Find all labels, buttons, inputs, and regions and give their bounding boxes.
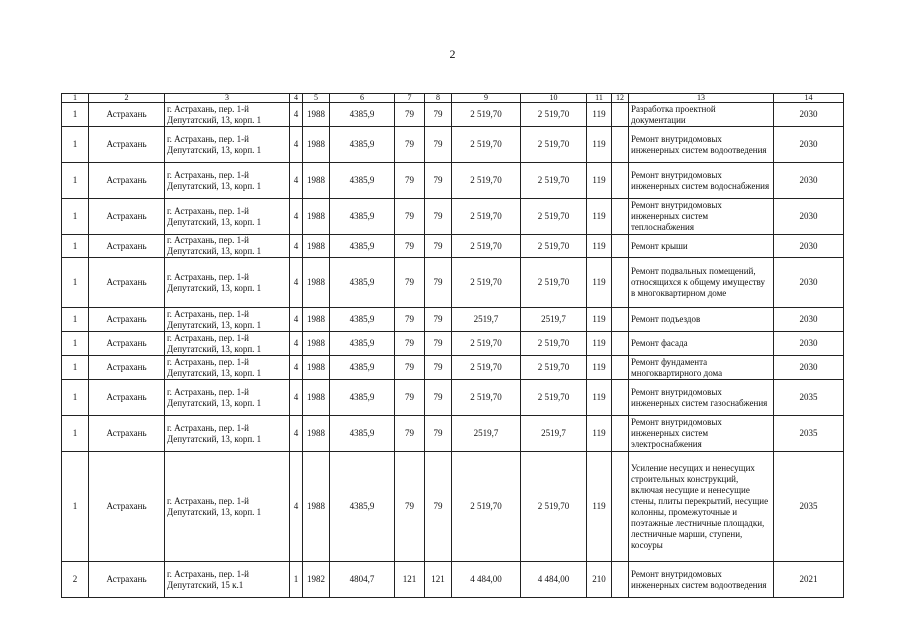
column-number: 3 bbox=[165, 94, 290, 103]
area-cell: 4385,9 bbox=[330, 103, 395, 127]
plan-year-cell: 2030 bbox=[774, 356, 844, 380]
residents-cell: 79 bbox=[395, 163, 425, 199]
year-cell: 1988 bbox=[303, 235, 330, 258]
year-cell: 1988 bbox=[303, 332, 330, 356]
table-row bbox=[62, 380, 844, 416]
area-cell: 4804,7 bbox=[330, 562, 395, 598]
floors-cell: 4 bbox=[290, 199, 303, 235]
row-number: 1 bbox=[62, 127, 89, 163]
area-cell: 4385,9 bbox=[330, 452, 395, 562]
plan-year-cell: 2030 bbox=[774, 235, 844, 258]
page-number: 2 bbox=[449, 47, 456, 61]
table-row bbox=[62, 235, 844, 258]
count-cell: 119 bbox=[587, 258, 612, 308]
city-cell: Астрахань bbox=[89, 356, 165, 380]
address-cell: г. Астрахань, пер. 1-й Депутатский, 13, корп. 1 bbox=[165, 380, 290, 416]
area-cell: 4385,9 bbox=[330, 163, 395, 199]
cost-cell: 2 519,70 bbox=[452, 127, 521, 163]
residents-total-cell: 79 bbox=[425, 258, 452, 308]
year-cell: 1988 bbox=[303, 380, 330, 416]
column-number: 6 bbox=[330, 94, 395, 103]
cost-total-cell: 2 519,70 bbox=[521, 356, 587, 380]
city-cell: Астрахань bbox=[89, 103, 165, 127]
plan-year-cell: 2021 bbox=[774, 562, 844, 598]
work-type-cell: Ремонт подвальных помещений, относящихся к общему имуществу в многоквартирном доме bbox=[629, 258, 774, 308]
floors-cell: 4 bbox=[290, 452, 303, 562]
city-cell: Астрахань bbox=[89, 235, 165, 258]
row-number: 1 bbox=[62, 163, 89, 199]
cost-total-cell: 2 519,70 bbox=[521, 103, 587, 127]
cost-total-cell: 4 484,00 bbox=[521, 562, 587, 598]
count-cell: 119 bbox=[587, 308, 612, 332]
count-cell: 119 bbox=[587, 356, 612, 380]
row-number: 1 bbox=[62, 103, 89, 127]
table-row bbox=[62, 416, 844, 452]
work-type-cell: Ремонт внутридомовых инженерных систем водоотведения bbox=[629, 562, 774, 598]
address-cell: г. Астрахань, пер. 1-й Депутатский, 13, корп. 1 bbox=[165, 199, 290, 235]
row-number: 1 bbox=[62, 452, 89, 562]
table-row bbox=[62, 103, 844, 127]
cost-cell: 2 519,70 bbox=[452, 235, 521, 258]
row-number: 2 bbox=[62, 562, 89, 598]
year-cell: 1988 bbox=[303, 127, 330, 163]
area-cell: 4385,9 bbox=[330, 332, 395, 356]
empty-cell bbox=[612, 127, 629, 163]
cost-cell: 2 519,70 bbox=[452, 163, 521, 199]
city-cell: Астрахань bbox=[89, 332, 165, 356]
residents-total-cell: 79 bbox=[425, 235, 452, 258]
column-number: 10 bbox=[521, 94, 587, 103]
work-type-cell: Ремонт внутридомовых инженерных систем теплоснабжения bbox=[629, 199, 774, 235]
residents-cell: 79 bbox=[395, 103, 425, 127]
cost-cell: 2 519,70 bbox=[452, 380, 521, 416]
work-type-cell: Ремонт подъездов bbox=[629, 308, 774, 332]
empty-cell bbox=[612, 308, 629, 332]
cost-cell: 2 519,70 bbox=[452, 452, 521, 562]
residents-total-cell: 79 bbox=[425, 103, 452, 127]
area-cell: 4385,9 bbox=[330, 356, 395, 380]
year-cell: 1988 bbox=[303, 308, 330, 332]
year-cell: 1988 bbox=[303, 199, 330, 235]
empty-cell bbox=[612, 199, 629, 235]
row-number: 1 bbox=[62, 199, 89, 235]
empty-cell bbox=[612, 103, 629, 127]
empty-cell bbox=[612, 356, 629, 380]
residents-total-cell: 79 bbox=[425, 199, 452, 235]
residents-cell: 79 bbox=[395, 332, 425, 356]
column-number: 2 bbox=[89, 94, 165, 103]
table-row bbox=[62, 199, 844, 235]
row-number: 1 bbox=[62, 258, 89, 308]
plan-year-cell: 2030 bbox=[774, 199, 844, 235]
address-cell: г. Астрахань, пер. 1-й Депутатский, 13, корп. 1 bbox=[165, 356, 290, 380]
work-type-cell: Разработка проектной документации bbox=[629, 103, 774, 127]
year-cell: 1988 bbox=[303, 356, 330, 380]
cost-total-cell: 2 519,70 bbox=[521, 235, 587, 258]
cost-cell: 2519,7 bbox=[452, 416, 521, 452]
work-type-cell: Ремонт внутридомовых инженерных систем электроснабжения bbox=[629, 416, 774, 452]
row-number: 1 bbox=[62, 235, 89, 258]
work-type-cell: Ремонт внутридомовых инженерных систем газоснабжения bbox=[629, 380, 774, 416]
address-cell: г. Астрахань, пер. 1-й Депутатский, 13, корп. 1 bbox=[165, 258, 290, 308]
floors-cell: 4 bbox=[290, 416, 303, 452]
cost-total-cell: 2 519,70 bbox=[521, 332, 587, 356]
floors-cell: 4 bbox=[290, 127, 303, 163]
column-number: 7 bbox=[395, 94, 425, 103]
address-cell: г. Астрахань, пер. 1-й Депутатский, 13, корп. 1 bbox=[165, 163, 290, 199]
column-number: 5 bbox=[303, 94, 330, 103]
cost-cell: 2 519,70 bbox=[452, 332, 521, 356]
count-cell: 119 bbox=[587, 103, 612, 127]
city-cell: Астрахань bbox=[89, 163, 165, 199]
city-cell: Астрахань bbox=[89, 380, 165, 416]
residents-cell: 79 bbox=[395, 199, 425, 235]
floors-cell: 1 bbox=[290, 562, 303, 598]
count-cell: 119 bbox=[587, 416, 612, 452]
residents-total-cell: 79 bbox=[425, 356, 452, 380]
address-cell: г. Астрахань, пер. 1-й Депутатский, 13, корп. 1 bbox=[165, 103, 290, 127]
city-cell: Астрахань bbox=[89, 416, 165, 452]
cost-total-cell: 2 519,70 bbox=[521, 380, 587, 416]
table-row bbox=[62, 163, 844, 199]
cost-total-cell: 2 519,70 bbox=[521, 258, 587, 308]
count-cell: 119 bbox=[587, 127, 612, 163]
table-row bbox=[62, 452, 844, 562]
table-row bbox=[62, 356, 844, 380]
city-cell: Астрахань bbox=[89, 562, 165, 598]
row-number: 1 bbox=[62, 416, 89, 452]
count-cell: 119 bbox=[587, 380, 612, 416]
area-cell: 4385,9 bbox=[330, 258, 395, 308]
residents-cell: 79 bbox=[395, 235, 425, 258]
work-type-cell: Ремонт крыши bbox=[629, 235, 774, 258]
residents-total-cell: 121 bbox=[425, 562, 452, 598]
address-cell: г. Астрахань, пер. 1-й Депутатский, 13, корп. 1 bbox=[165, 127, 290, 163]
empty-cell bbox=[612, 380, 629, 416]
residents-cell: 79 bbox=[395, 356, 425, 380]
empty-cell bbox=[612, 163, 629, 199]
cost-total-cell: 2 519,70 bbox=[521, 163, 587, 199]
residents-cell: 79 bbox=[395, 416, 425, 452]
address-cell: г. Астрахань, пер. 1-й Депутатский, 15 к.1 bbox=[165, 562, 290, 598]
row-number: 1 bbox=[62, 356, 89, 380]
table-row bbox=[62, 308, 844, 332]
work-type-cell: Усиление несущих и ненесущих строительных конструкций, включая несущие и ненесущие стены, плиты перекрытий, несущие колонны, промежуточные и поэтажные лестничные площадки, лестничные марши, ступени, косоуры bbox=[629, 452, 774, 562]
cost-cell: 2 519,70 bbox=[452, 258, 521, 308]
year-cell: 1988 bbox=[303, 163, 330, 199]
work-type-cell: Ремонт фасада bbox=[629, 332, 774, 356]
empty-cell bbox=[612, 258, 629, 308]
floors-cell: 4 bbox=[290, 308, 303, 332]
floors-cell: 4 bbox=[290, 235, 303, 258]
plan-year-cell: 2030 bbox=[774, 308, 844, 332]
column-number: 11 bbox=[587, 94, 612, 103]
row-number: 1 bbox=[62, 380, 89, 416]
column-number: 12 bbox=[612, 94, 629, 103]
floors-cell: 4 bbox=[290, 332, 303, 356]
address-cell: г. Астрахань, пер. 1-й Депутатский, 13, корп. 1 bbox=[165, 416, 290, 452]
residents-total-cell: 79 bbox=[425, 416, 452, 452]
column-number: 14 bbox=[774, 94, 844, 103]
table-row bbox=[62, 562, 844, 598]
cost-cell: 2 519,70 bbox=[452, 199, 521, 235]
residents-cell: 79 bbox=[395, 380, 425, 416]
table-row bbox=[62, 258, 844, 308]
floors-cell: 4 bbox=[290, 380, 303, 416]
residents-total-cell: 79 bbox=[425, 163, 452, 199]
cost-total-cell: 2519,7 bbox=[521, 416, 587, 452]
area-cell: 4385,9 bbox=[330, 235, 395, 258]
cost-cell: 2519,7 bbox=[452, 308, 521, 332]
cost-total-cell: 2 519,70 bbox=[521, 199, 587, 235]
residents-cell: 79 bbox=[395, 452, 425, 562]
table-row bbox=[62, 127, 844, 163]
empty-cell bbox=[612, 562, 629, 598]
plan-year-cell: 2035 bbox=[774, 380, 844, 416]
residents-total-cell: 79 bbox=[425, 308, 452, 332]
plan-year-cell: 2030 bbox=[774, 163, 844, 199]
floors-cell: 4 bbox=[290, 163, 303, 199]
column-number: 13 bbox=[629, 94, 774, 103]
count-cell: 210 bbox=[587, 562, 612, 598]
cost-total-cell: 2 519,70 bbox=[521, 127, 587, 163]
count-cell: 119 bbox=[587, 235, 612, 258]
column-number: 9 bbox=[452, 94, 521, 103]
residents-cell: 79 bbox=[395, 308, 425, 332]
row-number: 1 bbox=[62, 308, 89, 332]
residents-total-cell: 79 bbox=[425, 127, 452, 163]
floors-cell: 4 bbox=[290, 356, 303, 380]
year-cell: 1988 bbox=[303, 416, 330, 452]
empty-cell bbox=[612, 332, 629, 356]
count-cell: 119 bbox=[587, 199, 612, 235]
city-cell: Астрахань bbox=[89, 452, 165, 562]
floors-cell: 4 bbox=[290, 103, 303, 127]
residents-cell: 121 bbox=[395, 562, 425, 598]
row-number: 1 bbox=[62, 332, 89, 356]
address-cell: г. Астрахань, пер. 1-й Депутатский, 13, корп. 1 bbox=[165, 332, 290, 356]
plan-year-cell: 2035 bbox=[774, 416, 844, 452]
address-cell: г. Астрахань, пер. 1-й Депутатский, 13, корп. 1 bbox=[165, 452, 290, 562]
empty-cell bbox=[612, 416, 629, 452]
year-cell: 1988 bbox=[303, 103, 330, 127]
plan-year-cell: 2030 bbox=[774, 127, 844, 163]
area-cell: 4385,9 bbox=[330, 127, 395, 163]
column-number: 8 bbox=[425, 94, 452, 103]
residents-total-cell: 79 bbox=[425, 380, 452, 416]
capital-repair-table bbox=[61, 93, 844, 598]
cost-total-cell: 2519,7 bbox=[521, 308, 587, 332]
count-cell: 119 bbox=[587, 163, 612, 199]
column-number: 4 bbox=[290, 94, 303, 103]
address-cell: г. Астрахань, пер. 1-й Депутатский, 13, корп. 1 bbox=[165, 235, 290, 258]
area-cell: 4385,9 bbox=[330, 416, 395, 452]
residents-cell: 79 bbox=[395, 127, 425, 163]
table-row bbox=[62, 332, 844, 356]
area-cell: 4385,9 bbox=[330, 380, 395, 416]
area-cell: 4385,9 bbox=[330, 308, 395, 332]
city-cell: Астрахань bbox=[89, 308, 165, 332]
count-cell: 119 bbox=[587, 332, 612, 356]
year-cell: 1988 bbox=[303, 258, 330, 308]
cost-total-cell: 2 519,70 bbox=[521, 452, 587, 562]
city-cell: Астрахань bbox=[89, 199, 165, 235]
work-type-cell: Ремонт внутридомовых инженерных систем водоснабжения bbox=[629, 163, 774, 199]
residents-cell: 79 bbox=[395, 258, 425, 308]
residents-total-cell: 79 bbox=[425, 332, 452, 356]
column-number-row bbox=[62, 94, 844, 103]
plan-year-cell: 2030 bbox=[774, 332, 844, 356]
work-type-cell: Ремонт фундамента многоквартирного дома bbox=[629, 356, 774, 380]
area-cell: 4385,9 bbox=[330, 199, 395, 235]
year-cell: 1982 bbox=[303, 562, 330, 598]
cost-cell: 4 484,00 bbox=[452, 562, 521, 598]
column-number: 1 bbox=[62, 94, 89, 103]
cost-cell: 2 519,70 bbox=[452, 356, 521, 380]
empty-cell bbox=[612, 452, 629, 562]
empty-cell bbox=[612, 235, 629, 258]
cost-cell: 2 519,70 bbox=[452, 103, 521, 127]
year-cell: 1988 bbox=[303, 452, 330, 562]
residents-total-cell: 79 bbox=[425, 452, 452, 562]
plan-year-cell: 2030 bbox=[774, 103, 844, 127]
work-type-cell: Ремонт внутридомовых инженерных систем водоотведения bbox=[629, 127, 774, 163]
table-body bbox=[62, 94, 844, 598]
plan-year-cell: 2035 bbox=[774, 452, 844, 562]
count-cell: 119 bbox=[587, 452, 612, 562]
plan-year-cell: 2030 bbox=[774, 258, 844, 308]
address-cell: г. Астрахань, пер. 1-й Депутатский, 13, корп. 1 bbox=[165, 308, 290, 332]
floors-cell: 4 bbox=[290, 258, 303, 308]
city-cell: Астрахань bbox=[89, 258, 165, 308]
city-cell: Астрахань bbox=[89, 127, 165, 163]
